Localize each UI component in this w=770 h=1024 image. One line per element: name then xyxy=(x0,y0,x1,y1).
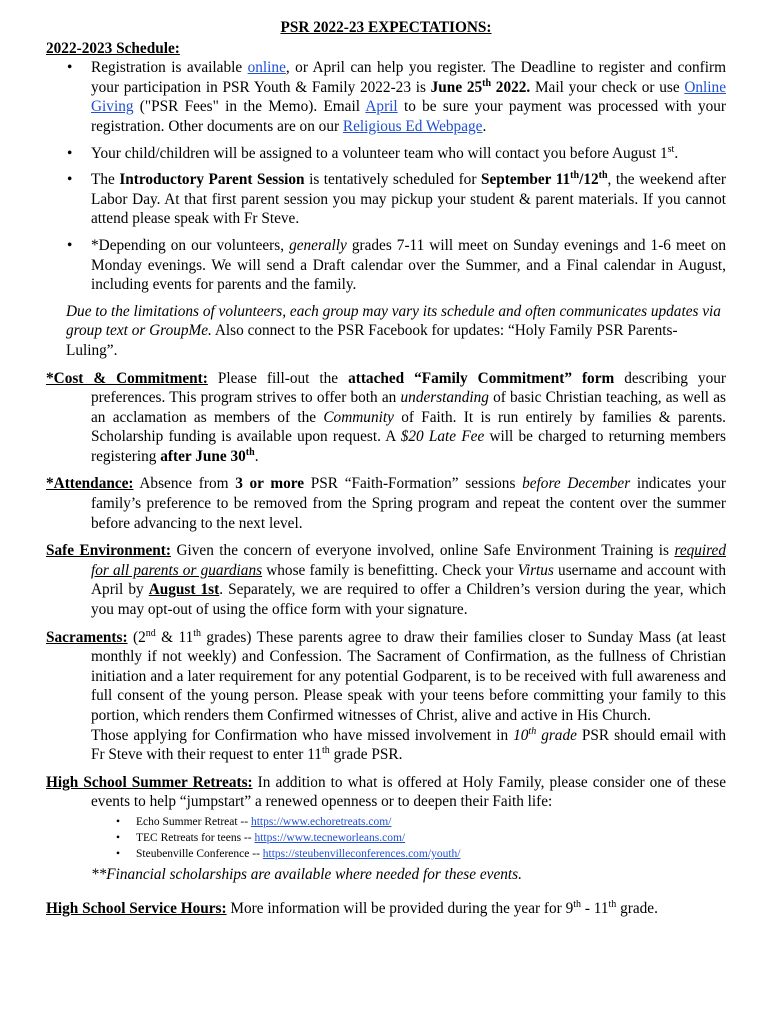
bold-text xyxy=(160,448,254,465)
attendance-label: *Attendance: xyxy=(46,475,134,493)
online-link[interactable]: online xyxy=(247,59,286,77)
superscript: th xyxy=(245,446,255,458)
text: In addition to what is offered at Holy Family, please consider one of these events to help “jumpstart” a renewed openness or to deepen their Faith life: xyxy=(91,773,726,811)
text: . xyxy=(254,447,259,465)
text: (2 xyxy=(127,628,146,646)
text: , or April can help you register. The Deadline to register and confirm your participation in PSR Youth & Family 2022-23 is xyxy=(91,59,726,96)
text: Mail your check or use xyxy=(530,78,685,96)
april-email-link[interactable]: April xyxy=(365,98,398,116)
confirmation-paragraph xyxy=(46,726,726,765)
list-item xyxy=(46,846,726,862)
text: & 11 xyxy=(155,628,194,646)
list-item xyxy=(46,170,726,229)
text: Also connect to the PSR Facebook for updates: “Holy Family PSR Parents-Luling”. xyxy=(66,322,678,359)
text: username and account with April by xyxy=(91,561,726,599)
list-item xyxy=(46,814,726,830)
text: grade PSR. xyxy=(329,746,403,764)
service-hours-label: High School Service Hours: xyxy=(46,899,227,917)
text: More information will be provided during the year for 9 xyxy=(226,899,574,917)
superscript: th xyxy=(598,170,608,182)
text: 10 xyxy=(513,726,529,744)
text: PSR should email with Fr Steve with their request to enter 11 xyxy=(91,726,727,764)
text: . xyxy=(674,144,679,162)
sacraments-section xyxy=(46,628,726,726)
text: grade xyxy=(536,726,577,744)
superscript: st xyxy=(667,143,675,155)
text: after June 30 xyxy=(160,447,246,465)
superscript: th xyxy=(573,898,582,910)
attendance-section xyxy=(46,474,726,533)
text: grades 7-11 will meet on Sunday evenings and 1-6 meet on Monday evenings. We will send a Draft calendar over the Summer, and a Final calendar in August, including events for parents and the family. xyxy=(91,236,726,294)
superscript: th xyxy=(321,745,330,757)
italic-text: before December xyxy=(522,475,631,493)
text: The xyxy=(91,171,120,189)
text: . Separately, we are required to offer a Children’s version during the year, which you may opt-out of using the office form with your signature. xyxy=(91,581,727,619)
text: to be sure your payment was processed with your registration. Other documents are on our xyxy=(91,98,726,135)
text: Please fill-out the xyxy=(207,369,349,387)
cost-label: *Cost & Commitment: xyxy=(46,369,208,387)
bold-text: Introductory Parent Session xyxy=(119,171,305,189)
text: will be charged to returning members registering xyxy=(91,428,726,465)
superscript: th xyxy=(482,77,492,89)
superscript: th xyxy=(570,170,580,182)
italic-underlined-text: required for all parents or guardians xyxy=(91,542,726,579)
text: Echo Summer Retreat -- xyxy=(136,815,251,828)
list-item xyxy=(46,58,726,136)
text: Registration is available xyxy=(91,59,248,77)
text: 2022. xyxy=(491,78,531,96)
italic-text: generally xyxy=(289,236,347,254)
bold-text: 3 or more xyxy=(235,475,305,493)
document-page xyxy=(46,18,726,926)
text: /12 xyxy=(579,171,599,189)
schedule-list xyxy=(46,58,726,295)
italic-text xyxy=(513,727,577,744)
bold-text: attached “Family Commitment” form xyxy=(348,369,615,387)
text: . xyxy=(482,117,487,135)
text: Steubenville Conference -- xyxy=(136,847,263,860)
text: describing your preferences. This program strives to offer both an xyxy=(91,369,726,407)
retreats-list xyxy=(46,814,726,862)
service-hours-section xyxy=(46,899,726,919)
text: grades) These parents agree to draw their families closer to Sunday Mass (at least monthly if not weekly) and Confession. The Sacrament of Confirmation, as the fullness of Christian initiation and a later requirement for any potential Godparent, is to be received with full awareness and full consent of the young person. Please speak with your teens before committing your family to this portion, which renders them Confirmed witnesses of Christ, alive and active in His Church. xyxy=(91,628,726,724)
italic-text: understanding xyxy=(400,389,489,407)
italic-text: Community xyxy=(323,408,394,426)
steubenville-link[interactable]: https://steubenvilleconferences.com/youth/ xyxy=(262,847,461,860)
text: , the weekend after Labor Day. At that first parent session you may pickup your student & parent materials. If you cannot attend please speak with Fr Steve. xyxy=(91,171,726,228)
text: September 11 xyxy=(480,171,571,189)
tec-retreats-link[interactable]: https://www.tecneworleans.com/ xyxy=(254,831,406,844)
superscript: nd xyxy=(145,627,156,639)
list-item xyxy=(46,144,726,164)
deadline-date xyxy=(431,79,531,96)
echo-retreats-link[interactable]: https://www.echoretreats.com/ xyxy=(250,815,392,828)
text: Absence from xyxy=(133,475,236,493)
religious-ed-webpage-link[interactable]: Religious Ed Webpage xyxy=(342,117,483,135)
online-giving-link[interactable]: Online Giving xyxy=(91,78,726,116)
italic-text: Virtus xyxy=(517,561,554,579)
superscript: th xyxy=(528,725,537,737)
session-date xyxy=(481,171,608,188)
text: Due to the limitations of volunteers, each group may vary its schedule and often communicates updates via group text or GroupMe. xyxy=(66,302,721,340)
bold-underlined-text: August 1st xyxy=(148,581,220,599)
text: Those applying for Confirmation who have missed involvement in xyxy=(91,726,514,744)
text: - 11 xyxy=(581,899,609,917)
safe-environment-section xyxy=(46,541,726,619)
page-title: PSR 2022-23 EXPECTATIONS: xyxy=(280,19,492,36)
text: June 25 xyxy=(430,78,483,96)
schedule-heading: 2022-2023 Schedule: xyxy=(46,39,180,57)
text: *Depending on our volunteers, xyxy=(91,236,290,254)
text: Your child/children will be assigned to a volunteer team who will contact you before August 1 xyxy=(91,144,668,162)
superscript: th xyxy=(608,898,617,910)
text: TEC Retreats for teens -- xyxy=(136,831,255,844)
italic-text: $20 Late Fee xyxy=(400,428,485,446)
retreats-label: High School Summer Retreats: xyxy=(46,773,253,791)
text: grade. xyxy=(616,899,658,917)
text: Given the concern of everyone involved, online Safe Environment Training is xyxy=(171,542,675,560)
retreats-section xyxy=(46,773,726,812)
financial-note: **Financial scholarships are available where needed for these events. xyxy=(91,865,522,883)
safe-environment-label: Safe Environment: xyxy=(46,542,171,560)
text: ("PSR Fees" in the Memo). Email xyxy=(133,98,366,116)
cost-section xyxy=(46,369,726,467)
superscript: th xyxy=(193,627,201,639)
list-item xyxy=(46,236,726,295)
text: of basic Christian teaching, as well as an acclamation as members of the xyxy=(91,389,726,426)
list-item xyxy=(46,830,726,846)
schedule-note xyxy=(66,302,726,361)
sacraments-label: Sacraments: xyxy=(46,628,128,646)
text: PSR “Faith-Formation” sessions xyxy=(304,475,523,493)
text: of Faith. It is run entirely by families & parents. Scholarship funding is available upon request. A xyxy=(91,408,726,446)
text: is tentatively scheduled for xyxy=(304,171,481,189)
text: whose family is benefitting. Check your xyxy=(262,561,518,579)
text: indicates your family’s preference to be removed from the Spring program and repeat the content over the summer before advancing to the next level. xyxy=(91,475,726,532)
